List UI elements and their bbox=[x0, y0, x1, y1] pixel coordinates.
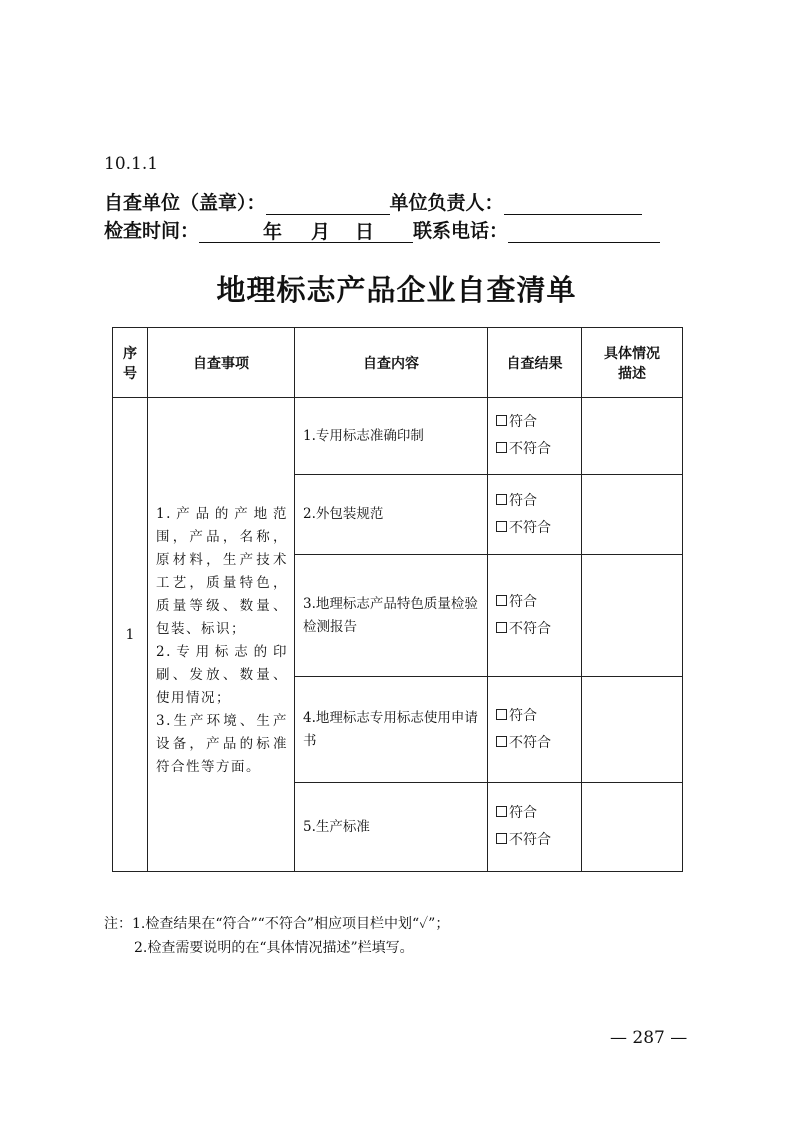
content-cell: 5.生产标准 bbox=[295, 783, 488, 872]
desc-cell[interactable] bbox=[582, 475, 683, 555]
checkbox-icon[interactable] bbox=[496, 442, 507, 453]
option-conform[interactable]: 符合 bbox=[496, 800, 581, 827]
desc-cell[interactable] bbox=[582, 677, 683, 783]
option-conform[interactable]: 符合 bbox=[496, 703, 581, 730]
checkbox-icon[interactable] bbox=[496, 622, 507, 633]
date-field[interactable] bbox=[199, 222, 413, 243]
desc-cell[interactable] bbox=[582, 783, 683, 872]
option-nonconform[interactable]: 不符合 bbox=[496, 730, 581, 757]
option-nonconform[interactable]: 不符合 bbox=[496, 827, 581, 854]
checkbox-icon[interactable] bbox=[496, 833, 507, 844]
option-nonconform[interactable]: 不符合 bbox=[496, 515, 581, 542]
header-row-2 bbox=[104, 216, 660, 243]
checkbox-icon[interactable] bbox=[496, 521, 507, 532]
unit-field[interactable] bbox=[266, 194, 390, 215]
year-label: 年 bbox=[263, 221, 283, 243]
option-conform[interactable]: 符合 bbox=[496, 409, 581, 436]
result-cell bbox=[488, 475, 582, 555]
option-conform[interactable]: 符合 bbox=[496, 589, 581, 616]
checkbox-icon[interactable] bbox=[496, 595, 507, 606]
phone-field[interactable] bbox=[508, 222, 660, 243]
content-cell: 1.专用标志准确印制 bbox=[295, 398, 488, 475]
result-cell bbox=[488, 677, 582, 783]
header-desc: 具体情况 描述 bbox=[582, 328, 683, 398]
checkbox-icon[interactable] bbox=[496, 709, 507, 720]
item-cell bbox=[148, 398, 295, 872]
item-line: 1.产品的产地范围，产品，名称，原材料，生产技术工艺，质量特色，质量等级、数量、包装、标识； bbox=[156, 505, 288, 637]
unit-label: 自查单位（盖章）： bbox=[104, 192, 266, 214]
content-cell: 3.地理标志产品特色质量检验检测报告 bbox=[295, 555, 488, 677]
option-conform[interactable]: 符合 bbox=[496, 488, 581, 515]
header-item: 自查事项 bbox=[148, 328, 295, 398]
note-line-2: 2.检查需要说明的在“具体情况描述”栏填写。 bbox=[134, 940, 414, 956]
result-cell bbox=[488, 555, 582, 677]
result-cell bbox=[488, 783, 582, 872]
desc-cell[interactable] bbox=[582, 398, 683, 475]
phone-label: 联系电话： bbox=[413, 220, 509, 242]
result-cell bbox=[488, 398, 582, 475]
date-label: 检查时间： bbox=[104, 220, 200, 242]
checkbox-icon[interactable] bbox=[496, 494, 507, 505]
header-row-1 bbox=[104, 188, 642, 215]
section-number: 10.1.1 bbox=[104, 154, 159, 174]
note-line-1: 注：1.检查结果在“符合”“不符合”相应项目栏中划“✓”； bbox=[104, 916, 450, 932]
checklist-table bbox=[112, 327, 683, 872]
header-content: 自查内容 bbox=[295, 328, 488, 398]
page-number: — 287 — bbox=[610, 1028, 688, 1048]
seq-cell: 1 bbox=[113, 398, 148, 872]
table-header-row bbox=[113, 328, 683, 398]
table-row bbox=[113, 398, 683, 475]
leader-label: 单位负责人： bbox=[389, 192, 504, 214]
item-line: 3.生产环境、生产设备，产品的标准符合性等方面。 bbox=[156, 712, 288, 775]
checkbox-icon[interactable] bbox=[496, 806, 507, 817]
month-label: 月 bbox=[311, 221, 331, 243]
header-seq: 序 号 bbox=[113, 328, 148, 398]
checkbox-icon[interactable] bbox=[496, 736, 507, 747]
option-nonconform[interactable]: 不符合 bbox=[496, 436, 581, 463]
option-nonconform[interactable]: 不符合 bbox=[496, 616, 581, 643]
day-label: 日 bbox=[355, 221, 375, 243]
checkbox-icon[interactable] bbox=[496, 415, 507, 426]
item-line: 2.专用标志的印刷、发放、数量、使用情况； bbox=[156, 643, 288, 706]
desc-cell[interactable] bbox=[582, 555, 683, 677]
header-result: 自查结果 bbox=[488, 328, 582, 398]
page-title: 地理标志产品企业自查清单 bbox=[216, 273, 577, 307]
leader-field[interactable] bbox=[504, 194, 642, 215]
content-cell: 2.外包装规范 bbox=[295, 475, 488, 555]
content-cell: 4.地理标志专用标志使用申请书 bbox=[295, 677, 488, 783]
